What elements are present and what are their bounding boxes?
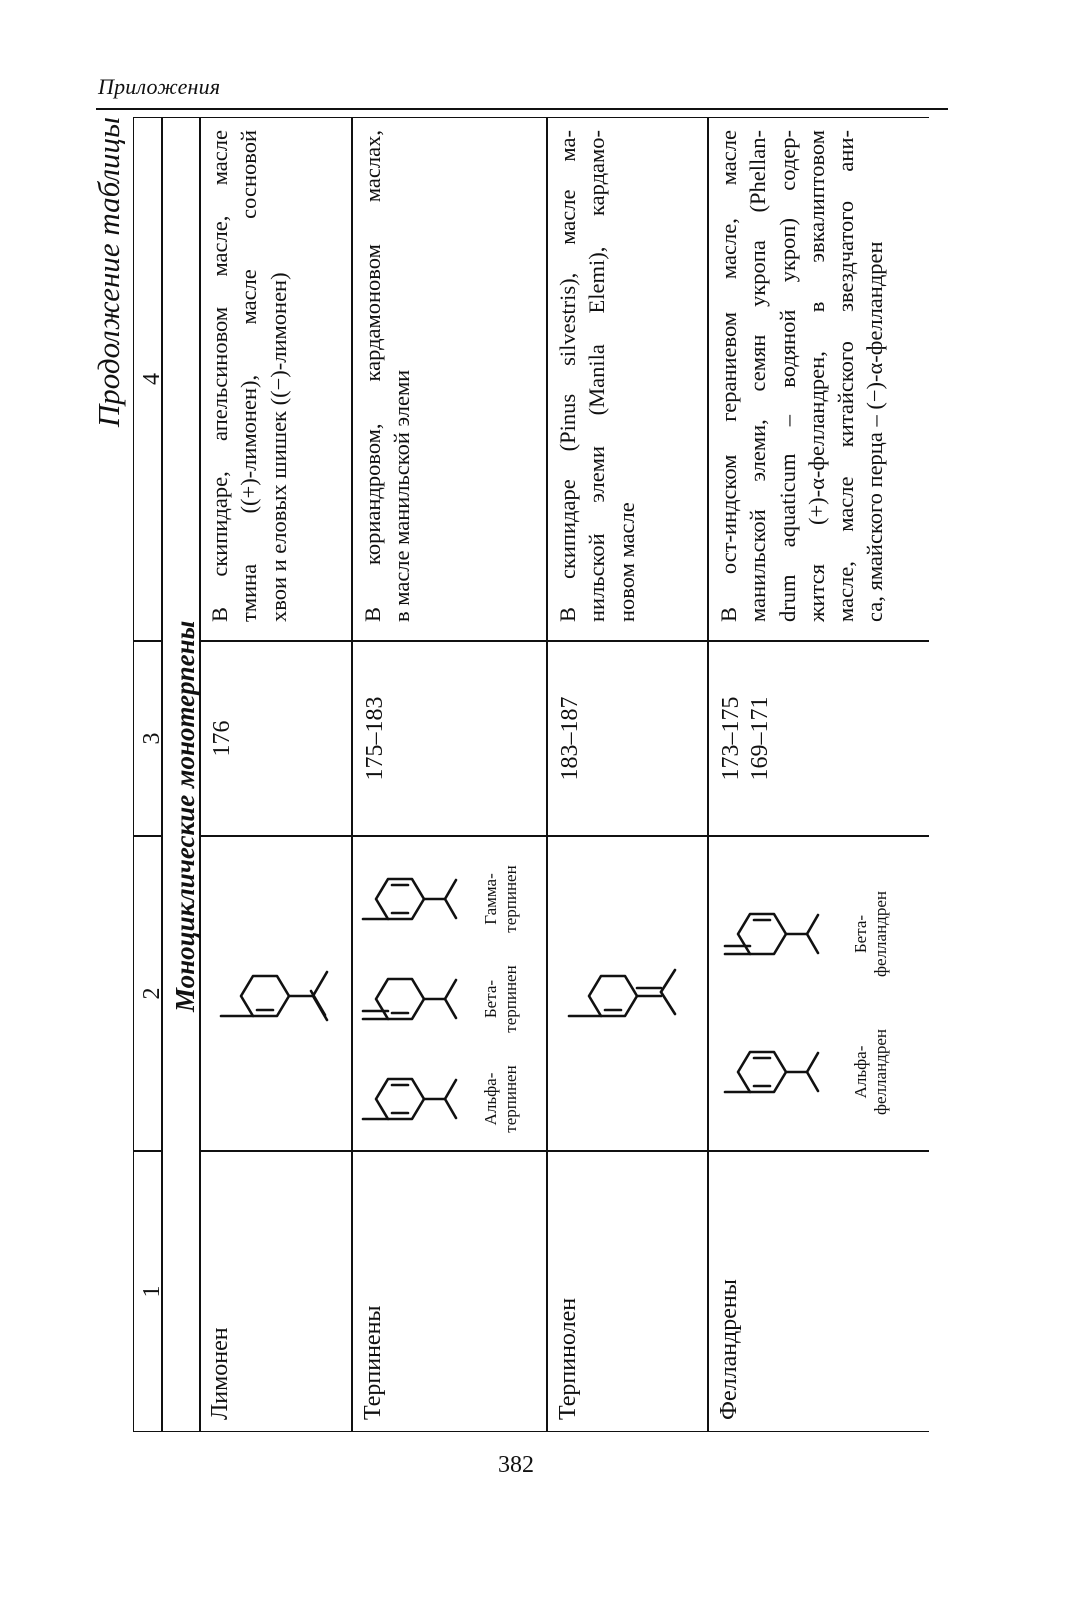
compound-name: Терпинены [360, 1305, 386, 1420]
rotated-table [91, 117, 929, 1432]
structure-label: Альфа- терпинен [481, 1065, 520, 1133]
boiling-point: 175–183 [362, 696, 388, 781]
column-header-4: 4 [139, 373, 165, 385]
table-caption: Продолжение таблицы [91, 117, 126, 428]
column-header-2: 2 [139, 987, 165, 1000]
beta-phellandrene-structure [721, 884, 831, 984]
occurrence-text: В скипидаре, апельсиновом масле, масле тмина ((+)-лимонен), масле сосновой хвои и еловых шишек ((−)-лимонен) [207, 130, 291, 622]
terpinolene-structure [565, 932, 685, 1052]
page-number: 382 [498, 1452, 534, 1478]
compound-name: Лимонен [207, 1327, 233, 1420]
column-header-3: 3 [139, 732, 165, 745]
gamma-terpinene-structure [359, 854, 469, 944]
running-head: Приложения [98, 74, 221, 99]
beta-terpinene-structure [359, 954, 469, 1044]
occurrence-text: В кориандровом, кардамоновом маслах, в масле манильской элеми [360, 130, 415, 622]
boiling-point: 173–175 169–171 [718, 696, 773, 781]
structure-label: Бета- терпинен [481, 965, 520, 1033]
header-rule [96, 108, 948, 110]
alpha-terpinene-structure [359, 1054, 469, 1144]
structure-label: Альфа- фелландрен [851, 1029, 890, 1115]
occurrence-text: В ост-индском гераниевом масле, масле манильской элеми, семян укропа (Phellan- drum aquaticum – водяной укроп) содер- жится (+)-α-фелландрен, в эвкалиптовом масле, масле китайского звездчатого ани- са, ямайского перца – (−)-α-фелландрен [716, 130, 888, 622]
structure-label: Бета- фелландрен [851, 891, 890, 977]
boiling-point: 176 [209, 720, 235, 757]
occurrence-text: В скипидаре (Pinus silvestris), масле ма- нильской элеми (Manila Elemi), кардамо- новом масле [555, 130, 639, 622]
column-header-1: 1 [139, 1285, 165, 1298]
boiling-point: 183–187 [557, 696, 583, 781]
structure-label: Гамма- терпинен [481, 865, 520, 933]
compound-name: Терпинолен [555, 1297, 581, 1420]
alpha-phellandrene-structure [721, 1022, 831, 1122]
section-title: Моноциклические монотерпены [170, 620, 200, 1012]
limonene-structure [217, 932, 337, 1052]
compound-name: Фелландрены [716, 1279, 742, 1420]
